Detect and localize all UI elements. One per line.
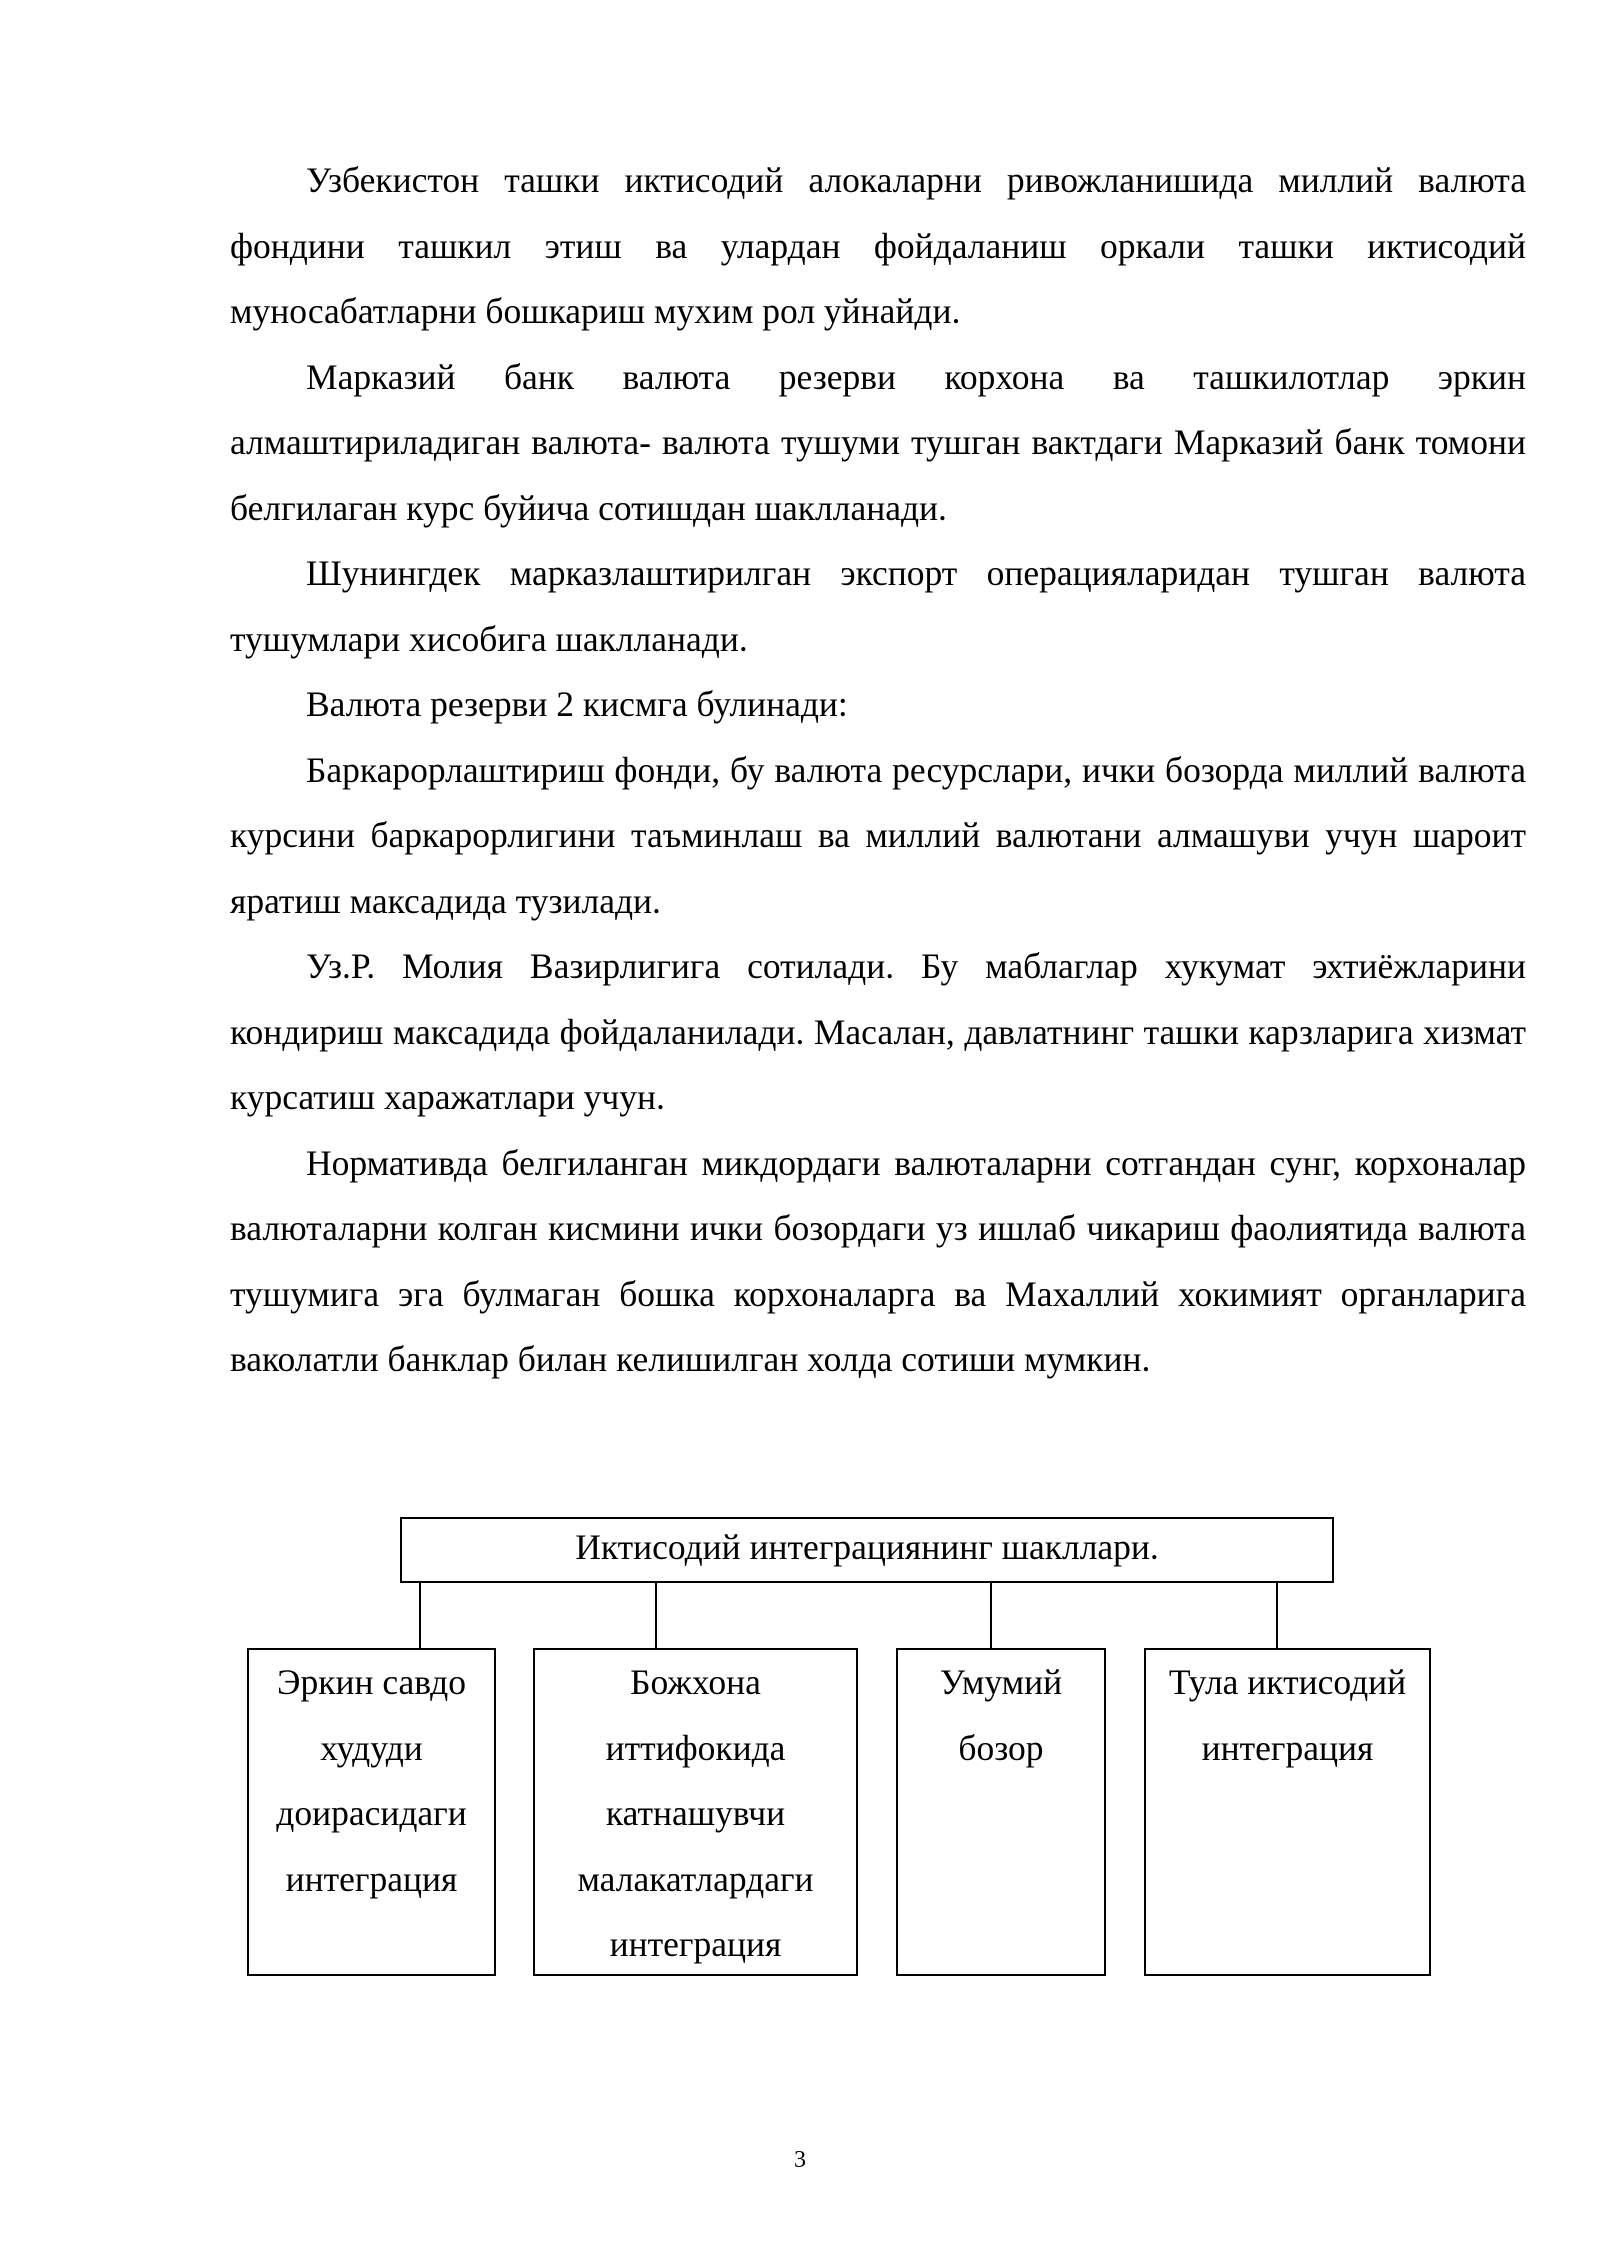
connector-line: [1276, 1583, 1278, 1648]
connector-line: [419, 1583, 421, 1648]
box-line: доирасидаги: [276, 1793, 467, 1833]
diagram-box-common-market: [896, 1648, 1106, 1976]
paragraph: Шунингдек марказлаштирилган экспорт операцияларидан тушган валюта тушумлари хисобига шаклланади.: [230, 553, 1526, 659]
box-line: иттифокида: [605, 1727, 786, 1768]
paragraph: Уз.Р. Молия Вазирлигига сотилади. Бу маблаглар хукумат эхтиёжларини кондириш максадида фойдаланилади. Масалан, давлатнинг ташки карзларига хизмат курсатиш харажатлари учун.: [230, 946, 1526, 1117]
page-number: 3: [794, 2147, 806, 2173]
paragraph: Баркарорлаштириш фонди, бу валюта ресурслари, ички бозорда миллий валюта курсини баркарорлигини таъминлаш ва миллий валютани алмашуви учун шароит яратиш максадида тузилади.: [230, 749, 1526, 921]
box-line: Умумий: [939, 1662, 1063, 1702]
box-line: интеграция: [1201, 1727, 1374, 1768]
box-line: катнашувчи: [605, 1793, 786, 1833]
box-line: Тула иктисодий: [1168, 1662, 1407, 1702]
body-text: [230, 148, 1526, 1393]
diagram-box-free-trade: [247, 1648, 496, 1976]
paragraph: Узбекистон ташки иктисодий алокаларни ривожланишида миллий валюта фондини ташкил этиш ва улардан фойдаланиш оркали ташки иктисодий муносабатларни бошкариш мухим рол уйнайди.: [230, 160, 1526, 331]
connector-line: [655, 1583, 657, 1648]
paragraph: Валюта резерви 2 кисмга булинади:: [306, 684, 848, 724]
box-line: интеграция: [285, 1858, 458, 1899]
box-line: Эркин савдо: [277, 1662, 466, 1702]
box-line: малакатлардаги: [577, 1858, 814, 1899]
diagram-box-full-integration: [1144, 1648, 1431, 1976]
paragraph: Марказий банк валюта резерви корхона ва ташкилотлар эркин алмаштириладиган валюта- валюта тушуми тушган вактдаги Марказий банк томони белгилаган курс буйича сотишдан шаклланади.: [230, 356, 1526, 528]
box-line: бозор: [958, 1727, 1044, 1768]
box-line: худуди: [320, 1727, 423, 1768]
box-line: Божхона: [630, 1662, 761, 1702]
paragraph: Нормативда белгиланган микдордаги валюталарни сотгандан сунг, корхоналар валюталарни колган кисмини ички бозордаги уз ишлаб чикариш фаолиятида валюта тушумига эга булмаган бошка корхоналарга ва Махаллий хокимият органларига ваколатли банклар билан келишилган холда сотиши мумкин.: [230, 1142, 1526, 1379]
connector-line: [990, 1583, 992, 1648]
diagram-root-box: Иктисодий интеграциянинг шакллари.: [400, 1517, 1334, 1583]
box-line: интеграция: [609, 1924, 782, 1964]
diagram-box-customs-union: [533, 1648, 858, 1976]
